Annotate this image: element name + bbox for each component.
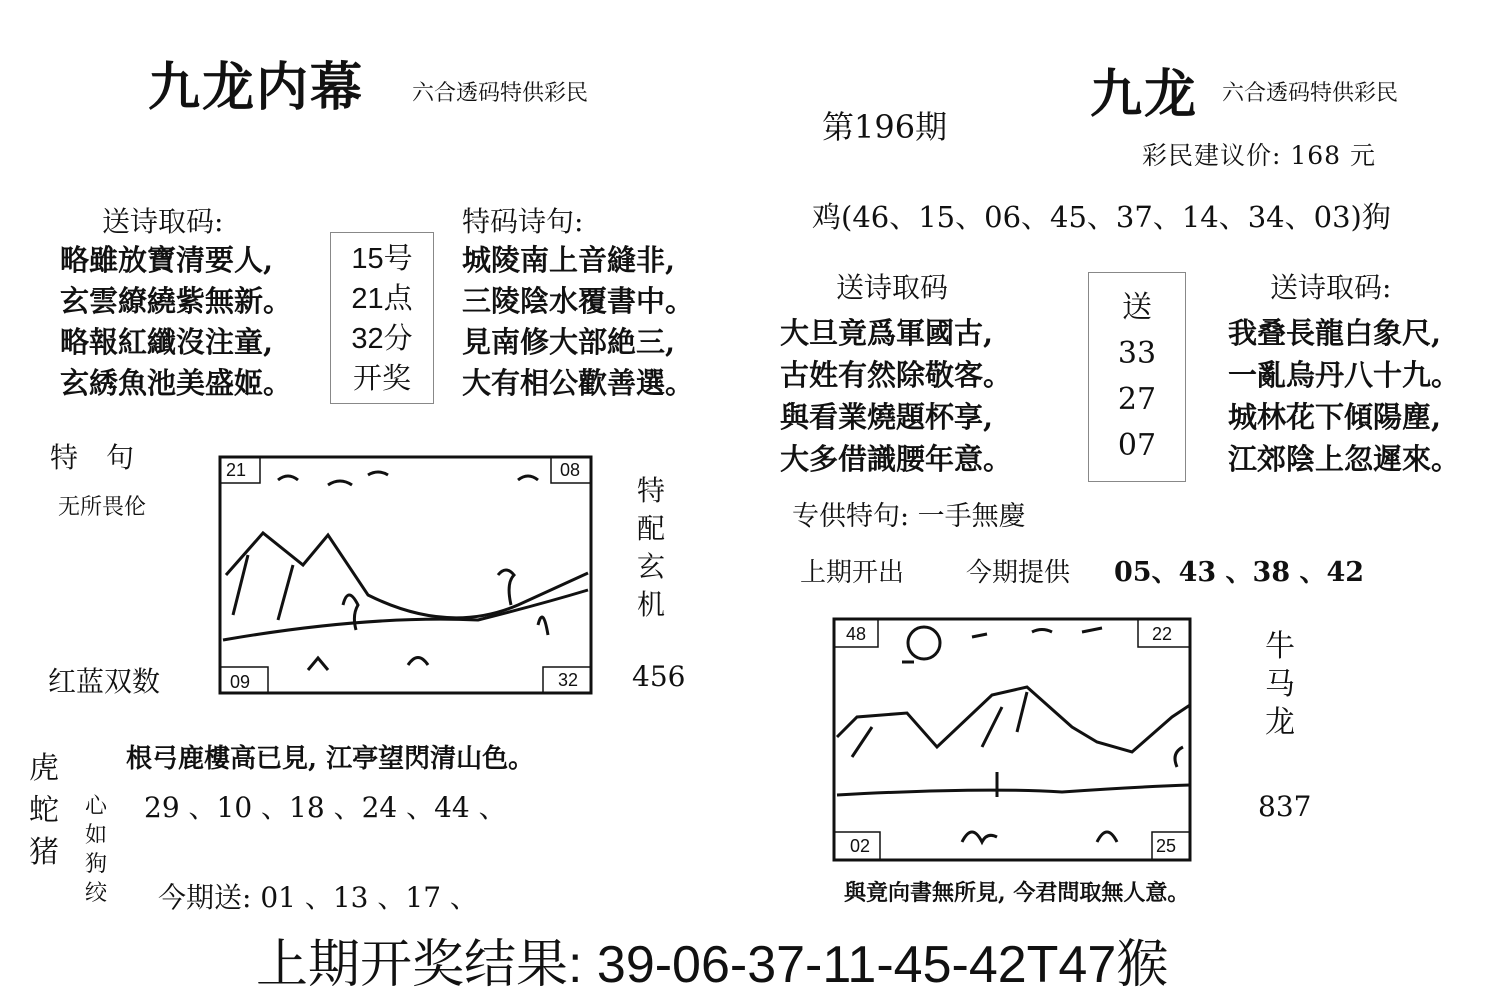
poem-line: 玄雲繚繞紫無新。	[60, 284, 293, 318]
poem-line: 一亂烏丹八十九。	[1228, 358, 1461, 392]
left-subtitle: 六合透码特供彩民	[412, 81, 589, 106]
picture-corner-number: 32	[558, 670, 579, 690]
box-line: 27	[1117, 382, 1157, 417]
picture-corner-number: 09	[230, 672, 251, 692]
left-special-poem-header: 特码诗句:	[462, 205, 584, 238]
poem-line: 大有相公歡善選。	[462, 366, 695, 400]
right-poem-a-header: 送诗取码	[836, 271, 949, 304]
left-side-number: 456	[632, 660, 686, 693]
last-draw-result: 上期开奖结果: 39-06-37-11-45-42T47猴	[256, 936, 1169, 994]
red-blue-label: 红蓝双数	[48, 665, 161, 698]
right-subtitle: 六合透码特供彩民	[1222, 81, 1399, 106]
poem-line: 大旦竟爲軍國古,	[780, 316, 994, 350]
poem-line: 江郊陰上忽遲來。	[1228, 442, 1461, 476]
left-title: 九龙内幕	[148, 57, 365, 118]
today-send-line: 今期送: 01 、13 、17 、	[158, 881, 478, 914]
picture-corner-number: 22	[1152, 624, 1173, 644]
right-side-vertical: 牛马龙	[1265, 629, 1295, 740]
box-line: 开奖	[352, 363, 411, 395]
right-title: 九龙	[1090, 64, 1199, 125]
left-draw-time-box	[330, 232, 434, 404]
box-line: 32分	[351, 323, 413, 355]
poem-line: 古姓有然除敬客。	[780, 358, 1013, 392]
this-issue-numbers: 05、43 、38 、42	[1114, 557, 1365, 588]
right-send-box	[1088, 272, 1186, 482]
picture-corner-number: 48	[846, 624, 867, 644]
special-phrase: 无所畏伦	[58, 495, 147, 520]
box-line: 15号	[351, 243, 413, 275]
price-line: 彩民建议价: 168 元	[1142, 141, 1377, 170]
poem-line: 大多借識腰年意。	[780, 442, 1013, 476]
box-line: 送	[1122, 290, 1152, 325]
poem-line: 見南修大部絶三,	[462, 325, 676, 359]
left-landscape-picture	[218, 455, 593, 695]
right-landscape-picture	[832, 617, 1192, 862]
last-issue-label: 上期开出	[800, 558, 905, 588]
right-poem-a	[780, 312, 1012, 480]
issue-number: 第196期	[822, 108, 948, 146]
idiom-vertical: 心如狗绞	[84, 794, 107, 906]
poem-line: 城林花下傾陽塵,	[1228, 400, 1442, 434]
left-verse-line: 根弓鹿樓高已見, 江亭望閃清山色。	[126, 744, 535, 774]
box-line: 21点	[351, 283, 413, 315]
right-poem-b	[1228, 312, 1460, 480]
poem-line: 略報紅纖沒注童,	[60, 325, 274, 359]
poem-line: 與看業燒題杯享,	[780, 400, 994, 434]
box-line: 33	[1117, 336, 1157, 371]
poem-line: 玄綉魚池美盛姬。	[60, 366, 293, 400]
special-line: 专供特句: 一手無慶	[792, 501, 1026, 532]
picture-corner-number: 08	[560, 460, 581, 480]
right-number-line: 鸡(46、15、06、45、37、14、34、03)狗	[812, 200, 1391, 234]
right-caption: 與竟向書無所見, 今君問取無人意。	[844, 880, 1190, 906]
poem-line: 三陵陰水覆書中。	[462, 284, 695, 318]
left-numbers-line: 29 、10 、18 、24 、44 、	[144, 791, 507, 824]
right-side-number: 837	[1258, 790, 1312, 823]
special-phrase-label: 特 句	[50, 441, 135, 474]
picture-corner-number: 02	[850, 836, 871, 856]
right-poem-b-header: 送诗取码:	[1270, 271, 1392, 304]
poem-line: 略雖放寶清要人,	[60, 243, 274, 277]
poem-line: 城陵南上音縫非,	[462, 243, 676, 277]
left-special-poem	[462, 240, 694, 404]
box-line: 07	[1117, 428, 1157, 463]
picture-corner-number: 25	[1156, 836, 1177, 856]
poem-line: 我叠長龍白象尺,	[1228, 316, 1442, 350]
this-issue-label: 今期提供	[966, 558, 1071, 588]
left-side-vertical: 特配玄机	[636, 474, 665, 621]
left-send-poem-header: 送诗取码:	[102, 205, 224, 238]
left-send-poem	[60, 240, 292, 404]
zodiac-vertical: 虎蛇猪	[29, 751, 59, 870]
picture-corner-number: 21	[226, 460, 247, 480]
